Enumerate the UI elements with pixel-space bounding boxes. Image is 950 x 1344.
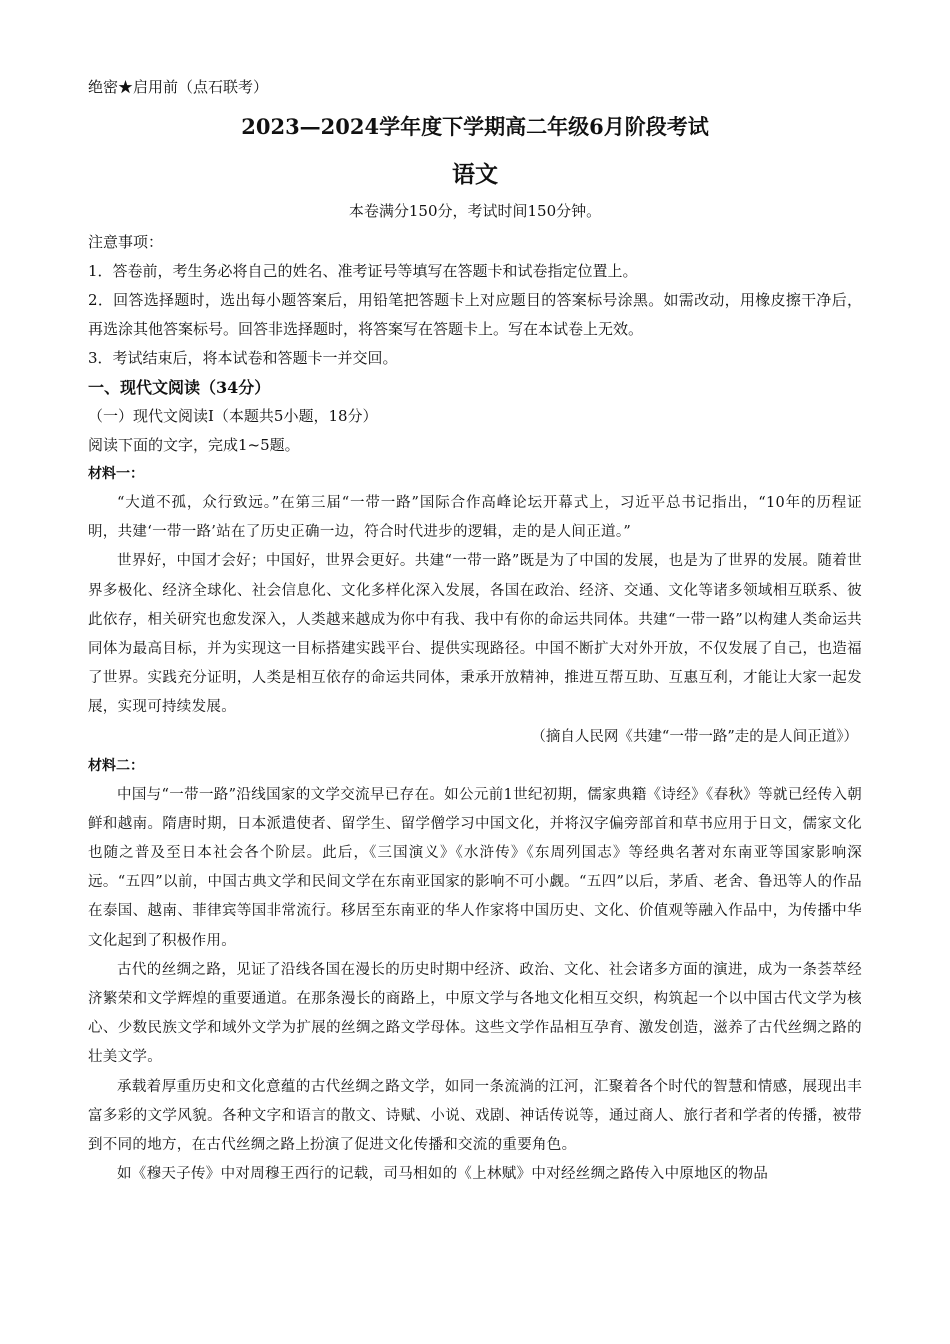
secret-label: 绝密★启用前（点石联考） <box>88 78 269 96</box>
score-info: 本卷满分150分，考试时间150分钟。 <box>348 202 602 220</box>
material2-paragraph-3: 承载着厚重历史和文化意蕴的古代丝绸之路文学，如同一条流淌的江河，汇聚着各个时代的智慧和情感，展现出丰富多彩的文学风貌。各种文字和语言的散文、诗赋、小说、戏剧、神话传说等，通过商人、旅行者和学者的传播，被带到不同的地方，在古代丝绸之路上扮演了促进文化传播和交流的重要角色。 <box>88 1078 862 1154</box>
material2-paragraph-1: 中国与“一带一路”沿线国家的文学交流早已存在。如公元前1世纪初期，儒家典籍《诗经》《春秋》等就已经传入朝鲜和越南。隋唐时期，日本派遣使者、留学生、留学僧学习中国文化，并将汉字偏旁部首和草书应用于日文，儒家文化也随之普及至日本社会各个阶层。此后，《三国演义》《水浒传》《东周列国志》等经典名著对东南亚等国家影响深远。“五四”以前，中国古典文学和民间文学在东南亚国家的影响不可小觑。“五四”以后，茅盾、老舍、鲁迅等人的作品在泰国、越南、菲律宾等国非常流行。移居至东南亚的华人作家将中国历史、文化、价值观等融入作品中，为传播中华文化起到了积极作用。 <box>88 786 862 949</box>
note-item-3: 3．考试结束后，将本试卷和答题卡一并交回。 <box>88 349 398 367</box>
notes-heading: 注意事项： <box>88 233 164 251</box>
section-heading: 一、现代文阅读（34分） <box>88 378 271 397</box>
notes-block <box>88 228 862 373</box>
reading-instruction: 阅读下面的文字，完成1~5题。 <box>88 436 300 454</box>
subject-title: 语文 <box>452 161 498 188</box>
material1-source: （摘自人民网《共建“一带一路”走的是人间正道》） <box>531 728 858 745</box>
note-item-1: 1．答卷前，考生务必将自己的姓名、准考证号等填写在答题卡和试卷指定位置上。 <box>88 262 638 280</box>
material2-label: 材料二： <box>88 757 144 774</box>
material1-paragraph-1: “大道不孤，众行致远。”在第三届“一带一路”国际合作高峰论坛开幕式上，习近平总书记指出，“10年的历程证明，共建‘一带一路’站在了历史正确一边，符合时代进步的逻辑，走的是人间正道。” <box>88 495 862 541</box>
material2-paragraph-4: 如《穆天子传》中对周穆王西行的记载，司马相如的《上林赋》中对经丝绸之路传入中原地区的物品 <box>117 1166 769 1183</box>
exam-title: 2023—2024学年度下学期高二年级6月阶段考试 <box>241 114 709 139</box>
material2-paragraph-2: 古代的丝绸之路，见证了沿线各国在漫长的历史时期中经济、政治、文化、社会诸多方面的演进，成为一条荟萃经济繁荣和文学辉煌的重要通道。在那条漫长的商路上，中原文学与各地文化相互交织，构筑起一个以中国古代文学为核心、少数民族文学和域外文学为扩展的丝绸之路文学母体。这些文学作品相互孕育、激发创造，滋养了古代丝绸之路的壮美文学。 <box>88 961 862 1066</box>
material1-paragraph-2: 世界好，中国才会好；中国好，世界会更好。共建“一带一路”既是为了中国的发展，也是为了世界的发展。随着世界多极化、经济全球化、社会信息化、文化多样化深入发展，各国在政治、经济、交通、文化等诸多领域相互联系、彼此依存，相关研究也愈发深入，人类越来越成为你中有我、我中有你的命运共同体。共建“一带一路”以构建人类命运共同体为最高目标，并为实现这一目标搭建实践平台、提供实现路径。中国不断扩大对外开放，不仅发展了自己，也造福了世界。实践充分证明，人类是相互依存的命运共同体，秉承开放精神，推进互帮互助、互惠互利，才能让大家一起发展，实现可持续发展。 <box>88 553 862 716</box>
note-item-2: 2．回答选择题时，选出每小题答案后，用铅笔把答题卡上对应题目的答案标号涂黑。如需改动，用橡皮擦干净后，再选涂其他答案标号。回答非选择题时，将答案写在答题卡上。写在本试卷上无效。 <box>88 291 862 338</box>
subsection-heading: （一）现代文阅读Ⅰ（本题共5小题，18分） <box>88 407 378 425</box>
material1-label: 材料一： <box>88 466 144 482</box>
